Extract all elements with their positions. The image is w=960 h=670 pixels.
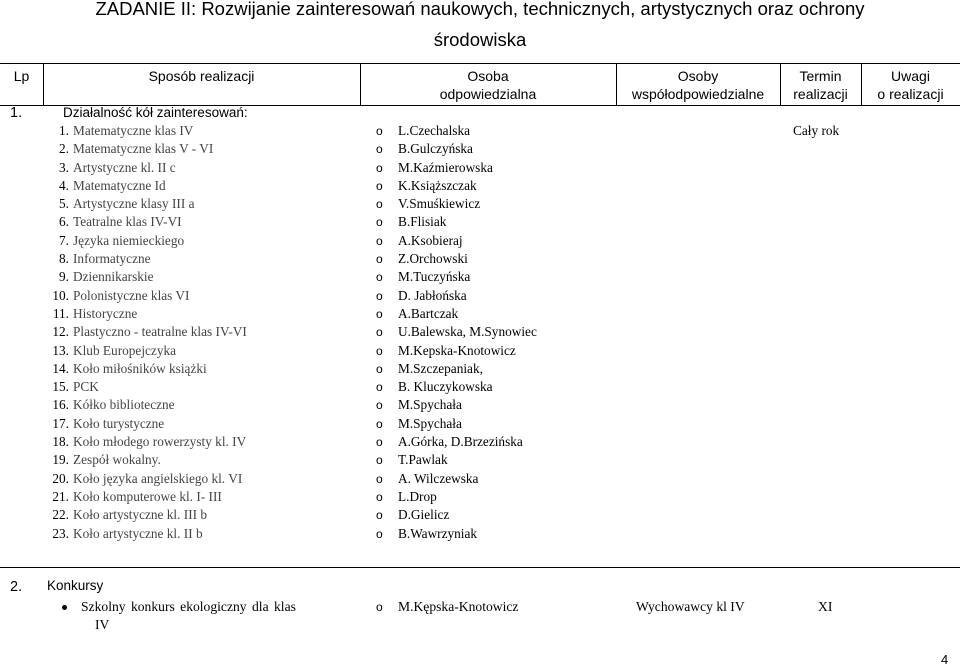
section2-item: Szkolny konkurs ekologiczny dla klas	[62, 597, 296, 617]
person-item: o M.Spychała	[376, 415, 462, 431]
section1-title: Działalność kół zainteresowań:	[63, 105, 248, 120]
activity-item: 16. Kółko biblioteczne	[52, 397, 175, 413]
person-item: o M.Szczepaniak,	[376, 360, 483, 376]
title-line-2: środowiska	[433, 29, 527, 50]
activity-item: 2. Matematyczne klas V - VI	[59, 141, 214, 157]
activity-item: 3. Artystyczne kl. II c	[59, 159, 176, 175]
person-item: o A. Wilczewska	[376, 470, 479, 486]
activity-item: 1. Matematyczne klas IV	[59, 123, 194, 138]
person-item: o A.Górka, D.Brzezińska	[376, 434, 523, 450]
section-divider	[0, 567, 960, 568]
activity-item: 11. Historyczne	[52, 305, 138, 321]
page-number: 4	[941, 652, 949, 667]
person-item: o D. Jabłońska	[376, 287, 467, 303]
person-item: o U.Balewska, M.Synowiec	[376, 324, 537, 340]
activity-item: 18. Koło młodego rowerzysty kl. IV	[52, 434, 247, 450]
section2-person: o M.Kępska-Knotowicz	[376, 599, 519, 614]
page-title	[0, 0, 960, 55]
section2-wspol: Wychowawcy kl IV	[636, 599, 745, 614]
person-item: o V.Smuśkiewicz	[376, 196, 481, 212]
activity-item: 14. Koło miłośników książki	[52, 360, 207, 376]
activity-item: 13. Klub Europejczyka	[52, 342, 177, 358]
header-sposob: Sposób realizacji	[148, 68, 255, 84]
section2-termin: XI	[818, 599, 833, 614]
header-osoba: Osoba odpowiedzialna	[439, 68, 537, 102]
person-item: o M.Tuczyńska	[376, 269, 471, 285]
header-uwagi: Uwagi o realizacji	[877, 68, 944, 102]
activity-item: 4. Matematyczne Id	[59, 177, 166, 193]
activity-item: 10. Polonistyczne klas VI	[52, 287, 190, 303]
activity-item: 15. PCK	[52, 379, 99, 395]
activity-item: 21. Koło komputerowe kl. I- III	[52, 488, 222, 504]
activity-item: 6. Teatralne klas IV-VI	[59, 214, 182, 230]
person-item: o L.Czechalska	[376, 123, 470, 138]
person-item: o B.Gulczyńska	[376, 141, 473, 157]
section2-item-cont: IV	[95, 617, 110, 632]
person-item: o A.Ksobieraj	[376, 232, 463, 248]
activity-item: 23. Koło artystyczne kl. II b	[52, 525, 203, 541]
activity-item: 19. Zespół wokalny.	[52, 452, 161, 468]
header-termin: Termin realizacji	[793, 68, 848, 102]
person-item: o L.Drop	[376, 488, 437, 504]
bullet-icon	[62, 605, 67, 610]
activity-item: 20. Koło języka angielskiego kl. VI	[52, 470, 243, 486]
person-item: o K.Książszczak	[376, 177, 477, 193]
person-item: o T.Pawlak	[376, 452, 448, 468]
person-item: o A.Bartczak	[376, 305, 459, 321]
header-wspol: Osoby współodpowiedzialne	[631, 68, 765, 102]
section2-title: Konkursy	[47, 578, 104, 593]
activity-item: 8. Informatyczne	[59, 251, 151, 267]
header-lp: Lp	[13, 68, 30, 84]
table-top-border	[0, 63, 960, 64]
activity-item: 9. Dziennikarskie	[59, 269, 154, 285]
section2-lp: 2.	[10, 579, 23, 595]
person-item: o M.Kepska-Knotowicz	[376, 342, 516, 358]
person-item: o D.Gielicz	[376, 507, 450, 523]
section1-termin: Cały rok	[793, 123, 840, 138]
person-item: o B.Wawrzyniak	[376, 525, 478, 541]
activity-item: 7. Języka niemieckiego	[59, 232, 185, 248]
title-line-1: ZADANIE II: Rozwijanie zainteresowań naukowych, technicznych, artystycznych oraz ochrony	[95, 0, 865, 19]
person-item: o Z.Orchowski	[376, 251, 468, 267]
activity-list	[42, 122, 247, 543]
person-item: o B.Flisiak	[376, 214, 447, 230]
person-item: o M.Spychała	[376, 397, 462, 413]
person-item: o M.Kaźmierowska	[376, 159, 493, 175]
person-item: o B. Kluczykowska	[376, 379, 493, 395]
activity-item: 5. Artystyczne klasy III a	[59, 196, 195, 212]
activity-item: 12. Plastyczno - teatralne klas IV-VI	[52, 324, 247, 340]
section1-lp: 1.	[10, 105, 23, 121]
person-list	[376, 122, 537, 543]
activity-item: 17. Koło turystyczne	[52, 415, 165, 431]
activity-item: 22. Koło artystyczne kl. III b	[52, 507, 208, 523]
